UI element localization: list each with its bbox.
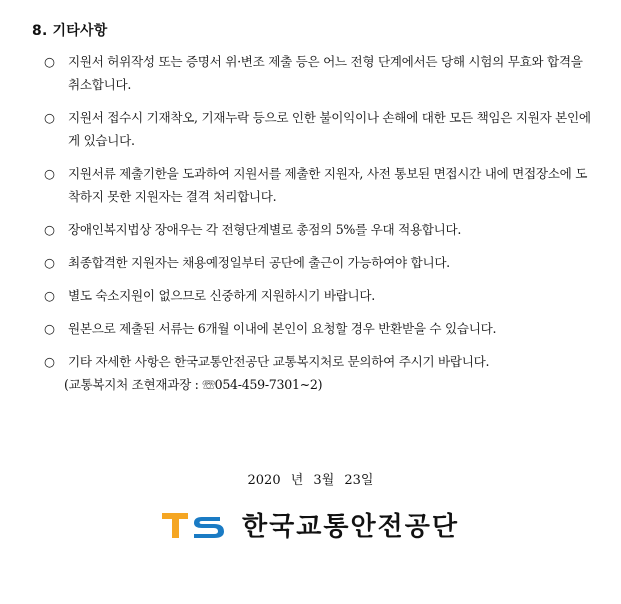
notice-item xyxy=(44,162,592,208)
organization-name: 한국교통안전공단 xyxy=(242,512,459,542)
notice-text: 지원서 허위작성 또는 증명서 위·변조 제출 등은 어느 전형 단계에서든 당해 시험의 무효와 합격을 취소합니다. xyxy=(68,54,583,92)
ts-logo-icon xyxy=(162,510,226,540)
bullet-circle-icon: ○ xyxy=(44,222,55,237)
bullet-circle-icon: ○ xyxy=(44,54,55,69)
ts-logo-graphic xyxy=(162,510,226,540)
notice-item xyxy=(44,251,592,274)
notice-list xyxy=(44,50,592,406)
notice-text: 지원서 접수시 기재착오, 기재누락 등으로 인한 불이익이나 손해에 대한 모든 책임은 지원자 본인에게 있습니다. xyxy=(68,110,591,148)
bullet-circle-icon: ○ xyxy=(44,110,55,125)
notice-item xyxy=(44,284,592,307)
notice-item xyxy=(44,317,592,340)
bullet-circle-icon: ○ xyxy=(44,354,55,369)
bullet-circle-icon: ○ xyxy=(44,255,55,270)
notice-text: 원본으로 제출된 서류는 6개월 이내에 본인이 요청할 경우 반환받을 수 있습니다. xyxy=(68,321,497,336)
bullet-circle-icon: ○ xyxy=(44,166,55,181)
notice-text: 별도 숙소지원이 없으므로 신중하게 지원하시기 바랍니다. xyxy=(68,288,375,303)
notice-item xyxy=(44,218,592,241)
organization-signature xyxy=(0,506,621,543)
bullet-circle-icon: ○ xyxy=(44,321,55,336)
issue-date: 2020 년 3월 23일 xyxy=(247,473,374,488)
notice-item xyxy=(44,106,592,152)
notice-text: 최종합격한 지원자는 채용예정일부터 공단에 출근이 가능하여야 합니다. xyxy=(68,255,450,270)
notice-item xyxy=(44,50,592,96)
notice-text: 지원서류 제출기한을 도과하여 지원서를 제출한 지원자, 사전 통보된 면접시간 내에 면접장소에 도착하지 못한 지원자는 결격 처리합니다. xyxy=(68,166,588,204)
contact-info: (교통복지처 조현재과장 : ☏054-459-7301~2) xyxy=(64,377,323,392)
notice-text: 장애인복지법상 장애우는 각 전형단계별로 총점의 5%를 우대 적용합니다. xyxy=(68,222,462,237)
notice-text: 기타 자세한 사항은 한국교통안전공단 교통복지처로 문의하여 주시기 바랍니다. xyxy=(68,354,490,369)
notice-item xyxy=(44,350,592,396)
section-title: 8. 기타사항 xyxy=(32,23,108,39)
bullet-circle-icon: ○ xyxy=(44,288,55,303)
